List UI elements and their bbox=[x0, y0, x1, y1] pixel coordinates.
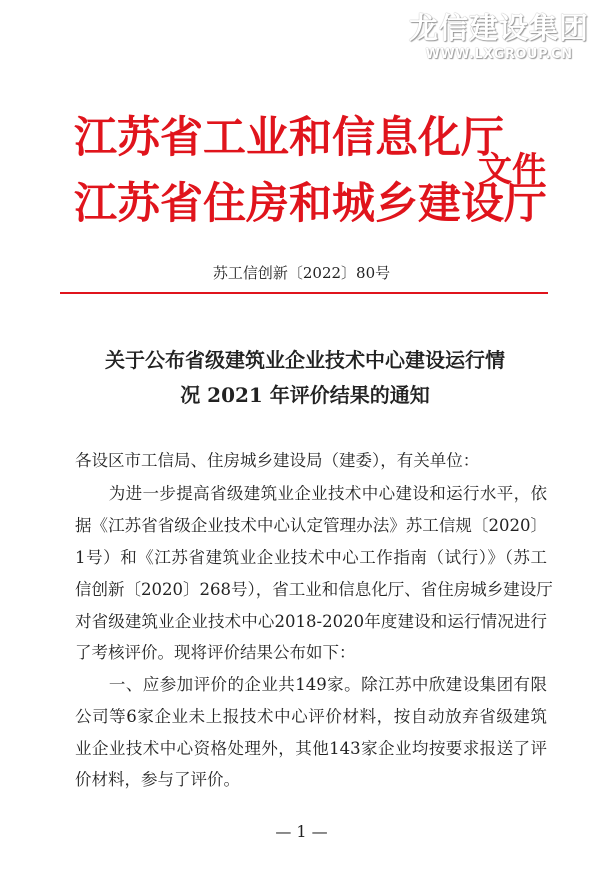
title-line-2: 况 2021 年评价结果的通知 bbox=[180, 383, 430, 407]
issuer-line-2: 江苏省住房和城乡建设厅 bbox=[74, 179, 547, 229]
body-line: 价材料，参与了评价。 bbox=[75, 770, 240, 789]
red-divider bbox=[60, 292, 548, 294]
body-line: 1号）和《江苏省建筑业企业技术中心工作指南（试行）》（苏工 bbox=[75, 548, 547, 567]
watermark-name: 龙信建设集团 bbox=[408, 11, 589, 45]
page-number: — 1 — bbox=[275, 822, 328, 841]
watermark-url: WWW.LXGROUP.CN bbox=[425, 47, 573, 62]
watermark-logo bbox=[409, 6, 589, 62]
doc-number: 苏工信创新〔2022〕80号 bbox=[212, 264, 391, 282]
body-line: 对省级建筑业企业技术中心2018-2020年度建设和运行情况进行 bbox=[75, 612, 547, 631]
doc-type: 文件 bbox=[478, 150, 546, 190]
body-line: 公司等6家企业未上报技术中心评价材料，按自动放弃省级建筑 bbox=[75, 707, 547, 726]
body-line: 业企业技术中心资格处理外，其他143家企业均按要求报送了评 bbox=[75, 739, 547, 758]
issuer-line-1: 江苏省工业和信息化厅 bbox=[74, 113, 504, 163]
body-line: 了考核评价。现将评价结果公布如下： bbox=[75, 643, 356, 662]
body-line: 一、应参加评价的企业共149家。除江苏中欣建设集团有限 bbox=[75, 675, 547, 694]
body-line: 为进一步提高省级建筑业企业技术中心建设和运行水平，依 bbox=[75, 484, 547, 503]
body-line: 信创新〔2020〕268号），省工业和信息化厅、省住房城乡建设厅 bbox=[75, 580, 553, 599]
body-line: 各设区市工信局、住房城乡建设局（建委），有关单位： bbox=[75, 451, 480, 470]
body-line: 据《江苏省省级企业技术中心认定管理办法》苏工信规〔2020〕 bbox=[75, 516, 547, 535]
title-line-1: 关于公布省级建筑业企业技术中心建设运行情 bbox=[105, 348, 505, 372]
